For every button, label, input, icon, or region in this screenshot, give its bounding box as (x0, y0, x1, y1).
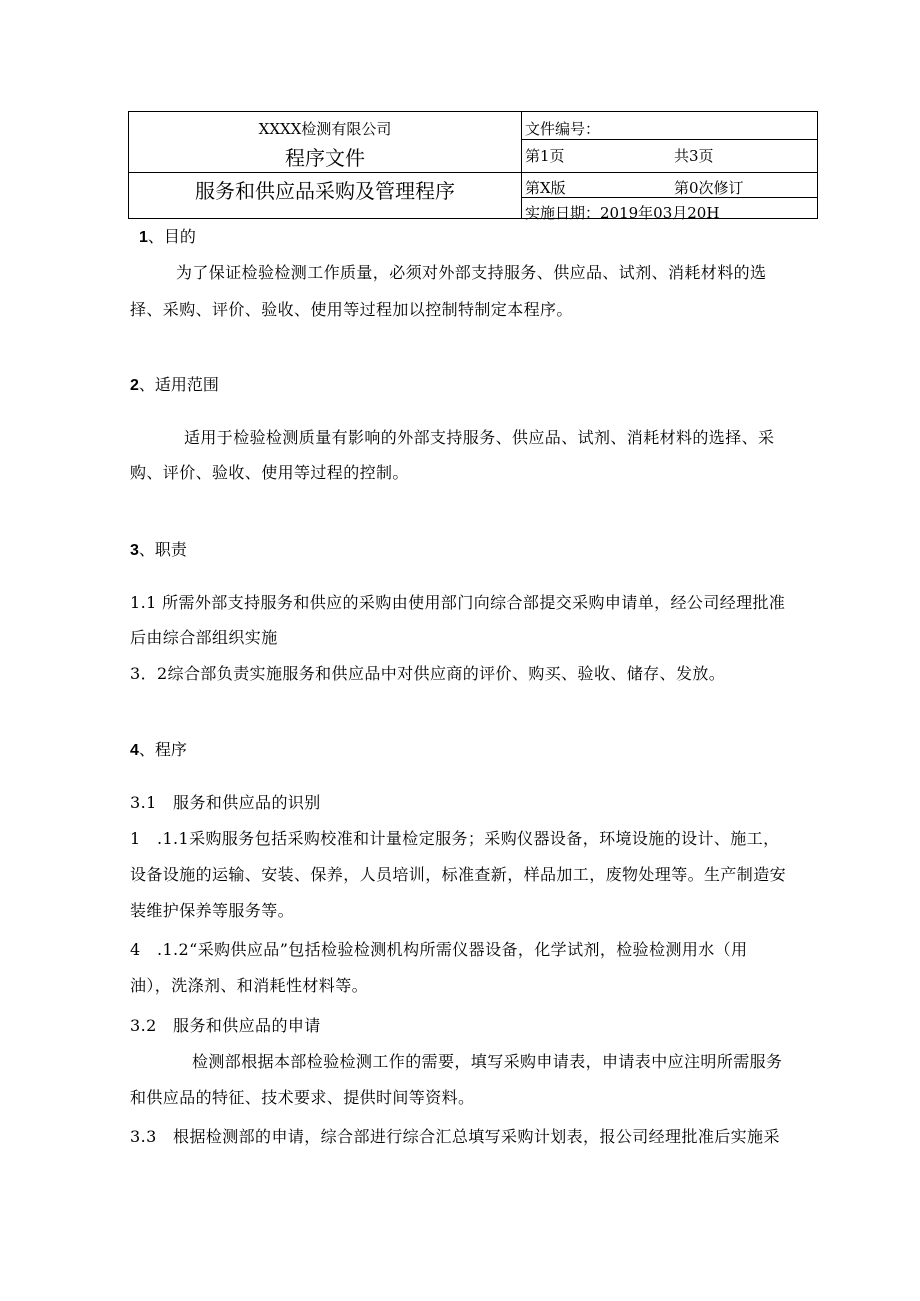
paragraph-line: 适用于检验检测质量有影响的外部支持服务、供应品、试剂、消耗材料的选择、采 (184, 428, 775, 447)
page-number: 第1页 (525, 147, 565, 165)
section-title: 、程序 (138, 740, 187, 759)
paragraph-line: 购、评价、验收、使用等过程的控制。 (130, 463, 409, 482)
section-number: 4 (130, 742, 139, 759)
paragraph-line: 4 .1.2“采购供应品”包括检验检测机构所需仪器设备，化学试剂，检验检测用水（用 (130, 940, 748, 959)
section-title: 、职责 (138, 540, 187, 559)
subsection-heading: 3.2 服务和供应品的申请 (130, 1016, 321, 1035)
section-heading (130, 372, 219, 395)
section-title: 、适用范围 (138, 375, 219, 394)
table-divider (129, 172, 521, 173)
table-divider (521, 172, 817, 173)
section-number: 2 (130, 377, 139, 394)
paragraph-line: 装维护保养等服务等。 (130, 901, 295, 920)
paragraph-line: 1 .1.1采购服务包括采购校准和计量检定服务；采购仪器设备，环境设施的设计、施工， (130, 829, 780, 848)
table-divider (521, 139, 817, 140)
section-heading (139, 224, 196, 247)
section-title: 、目的 (147, 227, 196, 246)
document-type: 程序文件 (285, 146, 365, 170)
subsection-heading: 3.1 服务和供应品的识别 (130, 793, 321, 812)
paragraph-line: 和供应品的特征、技术要求、提供时间等资料。 (130, 1088, 475, 1107)
section-heading (130, 537, 187, 560)
document-title: 服务和供应品采购及管理程序 (195, 179, 455, 203)
paragraph-line: 后由综合部组织实施 (130, 628, 278, 647)
revision: 第0次修订 (674, 179, 744, 197)
paragraph-line: 1.1 所需外部支持服务和供应的采购由使用部门向综合部提交采购申请单，经公司经理批准 (130, 593, 786, 612)
version: 第X版 (525, 179, 566, 197)
paragraph-line: 油），洗涤剂、和消耗性材料等。 (130, 976, 369, 995)
company-name: XXXX检测有限公司 (258, 120, 392, 138)
paragraph-line: 设备设施的运输、安装、保养，人员培训，标准查新，样品加工，废物处理等。生产制造安 (130, 865, 787, 884)
paragraph-line: 检测部根据本部检验检测工作的需要，填写采购申请表，申请表中应注明所需服务 (192, 1052, 783, 1071)
section-heading (130, 737, 187, 760)
paragraph-line: 择、采购、评价、验收、使用等过程加以控制特制定本程序。 (130, 300, 573, 319)
paragraph-line: 3．2综合部负责实施服务和供应品中对供应商的评价、购买、验收、储存、发放。 (130, 664, 726, 683)
section-number: 3 (130, 542, 139, 559)
header-table (128, 111, 818, 222)
page-total: 共3页 (674, 147, 714, 165)
effective-date: 实施日期：2019年03月20H (525, 204, 720, 222)
paragraph-line: 为了保证检验检测工作质量，必须对外部支持服务、供应品、试剂、消耗材料的选 (176, 263, 767, 282)
document-number: 文件编号： (525, 120, 601, 138)
section-number: 1 (139, 229, 148, 246)
paragraph-line: 3.3 根据检测部的申请，综合部进行综合汇总填写采购计划表，报公司经理批准后实施采 (130, 1127, 780, 1146)
table-divider (521, 112, 522, 218)
